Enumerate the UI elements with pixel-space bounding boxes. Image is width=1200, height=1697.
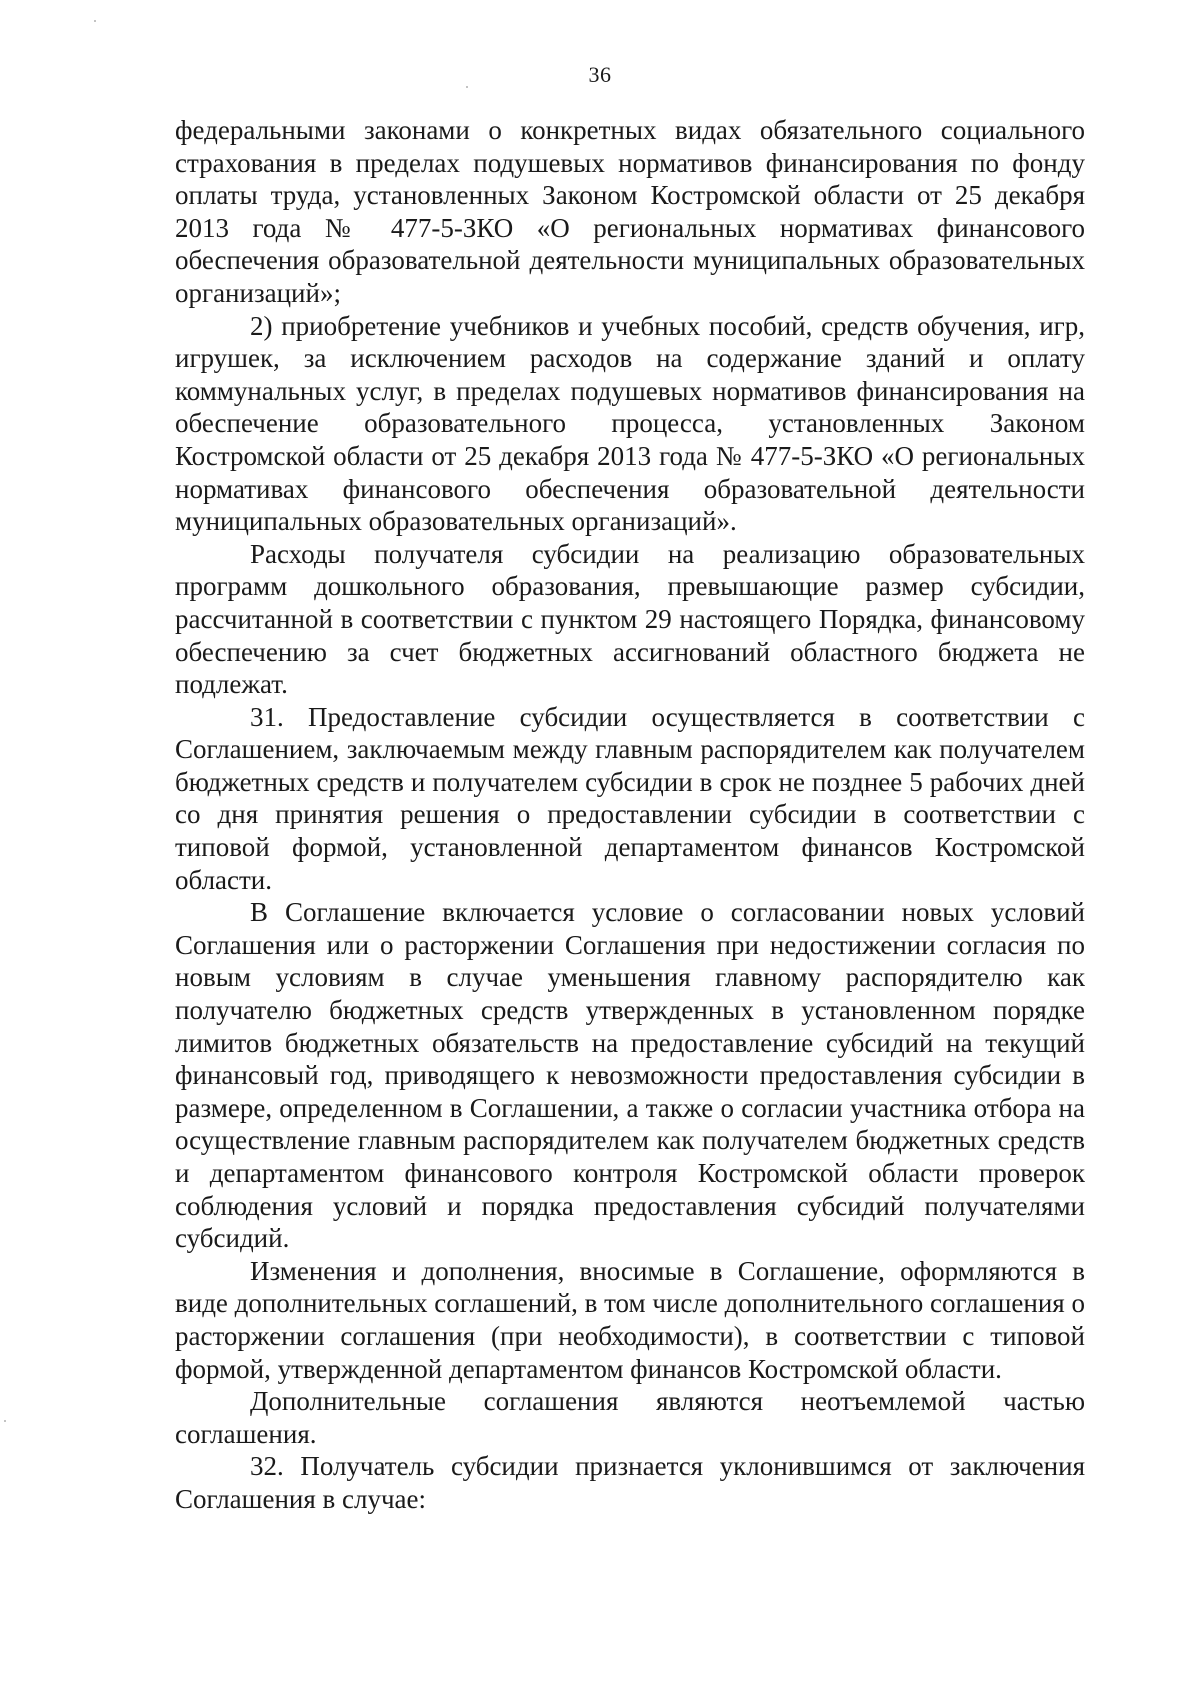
scan-speck bbox=[94, 20, 96, 22]
paragraph-amendments: Изменения и дополнения, вносимые в Соглашение, оформляются в виде дополнительных соглашений, в том числе дополнительного соглашения о расторжении соглашения (при необходимости), в соответствии с типовой формой, утвержденной департаментом финансов Костромской области. bbox=[175, 1255, 1085, 1384]
scan-speck bbox=[4, 1420, 6, 1422]
paragraph-item-2: 2) приобретение учебников и учебных пособий, средств обучения, игр, игрушек, за исключением расходов на содержание зданий и оплату коммунальных услуг, в пределах подушевых нормативов финансирования на обеспечение образовательного процесса, установленных Законом Костромской области от 25 декабря 2013 года № 477-5-ЗКО «О региональных нормативах финансового обеспечения образовательной деятельности муниципальных образовательных организаций». bbox=[175, 310, 1085, 537]
paragraph-expenses: Расходы получателя субсидии на реализацию образовательных программ дошкольного образования, превышающие размер субсидии, рассчитанной в соответствии с пунктом 29 настоящего Порядка, финансовому обеспечению за счет бюджетных ассигнований областного бюджета не подлежат. bbox=[175, 538, 1085, 700]
paragraph-continuation: федеральными законами о конкретных видах обязательного социального страхования в пределах подушевых нормативов финансирования по фонду оплаты труда, установленных Законом Костромской области от 25 декабря 2013 года № 477-5-ЗКО «О региональных нормативах финансового обеспечения образовательной деятельности муниципальных образовательных организаций»; bbox=[175, 115, 1085, 308]
paragraph-additional-agreements: Дополнительные соглашения являются неотъемлемой частью соглашения. bbox=[175, 1386, 1085, 1449]
document-body bbox=[175, 114, 1085, 1516]
page-number: 36 bbox=[588, 62, 612, 87]
paragraph-clause-31: 31. Предоставление субсидии осуществляется в соответствии с Соглашением, заключаемым между главным распорядителем как получателем бюджетных средств и получателем субсидии в срок не позднее 5 рабочих дней со дня принятия решения о предоставлении субсидии в соответствии с типовой формой, установленной департаментом финансов Костромской области. bbox=[175, 701, 1085, 895]
paragraph-clause-32: 32. Получатель субсидии признается уклонившимся от заключения Соглашения в случае: bbox=[175, 1451, 1085, 1514]
paragraph-agreement-conditions: В Соглашение включается условие о согласовании новых условий Соглашения или о расторжении Соглашения при недостижении согласия по новым условиям в случае уменьшения главному распорядителю как получателю бюджетных средств утвержденных в установленном порядке лимитов бюджетных обязательств на предоставление субсидий на текущий финансовый год, приводящего к невозможности предоставления субсидии в размере, определенном в Соглашении, а также о согласии участника отбора на осуществление главным распорядителем как получателем бюджетных средств и департаментом финансового контроля Костромской области проверок соблюдения условий и порядка предоставления субсидий получателями субсидий. bbox=[175, 897, 1085, 1254]
